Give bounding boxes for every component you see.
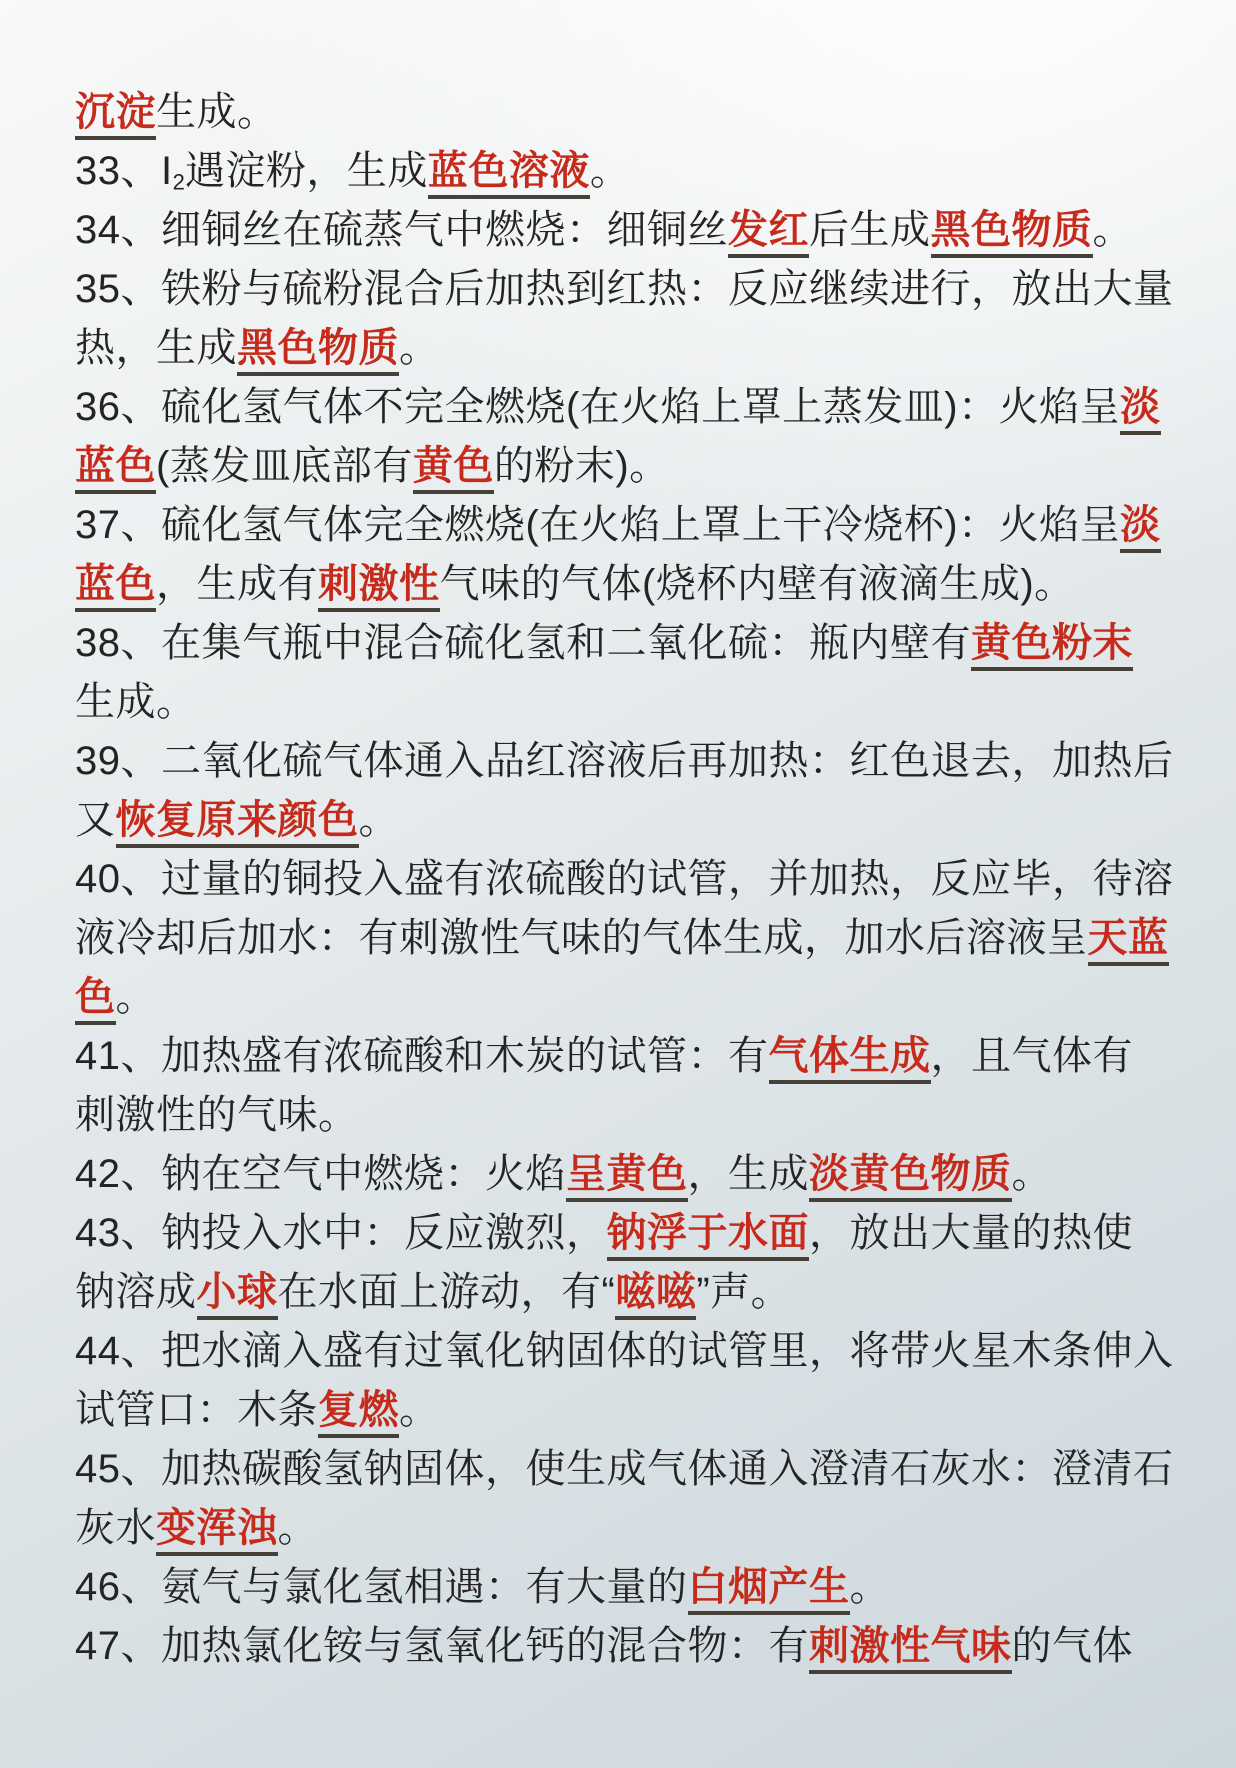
text-segment: 34、细铜丝在硫蒸气中燃烧：细铜丝 xyxy=(75,208,728,252)
text-segment: 后生成 xyxy=(809,208,931,252)
text-segment: 38、在集气瓶中混合硫化氢和二氧化硫：瓶内壁有 xyxy=(75,621,971,665)
highlight-segment: 黑色物质 xyxy=(237,326,399,376)
text-segment: 。 xyxy=(277,1506,318,1550)
text-segment: 气味的气体(烧杯内壁有液滴生成)。 xyxy=(439,562,1075,606)
text-segment: 。 xyxy=(1011,1152,1052,1196)
text-segment: 41、加热盛有浓硫酸和木炭的试管：有 xyxy=(75,1034,769,1078)
text-line xyxy=(75,378,1185,437)
highlight-segment: 钠浮于水面 xyxy=(607,1211,810,1261)
highlight-segment: 小球 xyxy=(197,1270,278,1320)
highlight-segment: 气体生成 xyxy=(769,1034,931,1084)
text-segment: 33、I xyxy=(75,149,173,193)
text-segment: 在水面上游动，有 xyxy=(277,1270,602,1314)
highlight-segment: 色 xyxy=(75,975,116,1025)
text-line xyxy=(75,1027,1185,1086)
highlight-segment: 淡黄色物质 xyxy=(809,1152,1012,1202)
text-line xyxy=(75,850,1185,909)
highlight-segment: 沉淀 xyxy=(75,90,156,140)
highlight-segment: 黑色物质 xyxy=(931,208,1093,258)
highlight-segment: 复燃 xyxy=(318,1388,399,1438)
highlight-segment: 变浑浊 xyxy=(156,1506,278,1556)
text-segment: 46、氨气与氯化氢相遇：有大量的 xyxy=(75,1565,688,1609)
text-segment: 。 xyxy=(399,1388,440,1432)
text-segment: 钠溶成 xyxy=(75,1270,197,1314)
text-line xyxy=(75,1499,1185,1558)
highlight-segment: 蓝色溶液 xyxy=(428,149,590,199)
text-segment: 灰水 xyxy=(75,1506,156,1550)
text-segment: 。 xyxy=(849,1565,890,1609)
highlight-segment: 蓝色 xyxy=(75,444,156,494)
text-line xyxy=(75,555,1185,614)
text-line xyxy=(75,1086,1185,1145)
text-line xyxy=(75,201,1185,260)
text-segment: 39、二氧化硫气体通入品红溶液后再加热：红色退去，加热后 xyxy=(75,739,1174,783)
text-segment: 试管口：木条 xyxy=(75,1388,318,1432)
text-segment: 遇淀粉，生成 xyxy=(184,149,428,193)
text-segment: (蒸发皿底部有 xyxy=(156,444,413,488)
text-segment: 36、硫化氢气体不完全燃烧(在火焰上罩上蒸发皿)：火焰呈 xyxy=(75,385,1121,429)
text-segment: 。 xyxy=(358,798,399,842)
text-segment: 。 xyxy=(1092,208,1133,252)
text-line xyxy=(75,1381,1185,1440)
highlight-segment: 黄色 xyxy=(413,444,494,494)
highlight-segment: 嗞嗞 xyxy=(615,1270,696,1320)
text-line xyxy=(75,437,1185,496)
text-line xyxy=(75,1204,1185,1263)
text-line xyxy=(75,1322,1185,1381)
text-line xyxy=(75,83,1185,142)
text-line xyxy=(75,1145,1185,1204)
text-segment: 35、铁粉与硫粉混合后加热到红热：反应继续进行，放出大量 xyxy=(75,267,1174,311)
text-line xyxy=(75,909,1185,968)
text-line xyxy=(75,1440,1185,1499)
text-line xyxy=(75,496,1185,555)
text-line xyxy=(75,260,1185,319)
text-segment: ，生成 xyxy=(687,1152,809,1196)
text-segment: 47、加热氯化铵与氢氧化钙的混合物：有 xyxy=(75,1624,809,1668)
text-segment: 的气体 xyxy=(1011,1624,1133,1668)
highlight-segment: 白烟产生 xyxy=(688,1565,850,1615)
highlight-segment: 恢复原来颜色 xyxy=(116,798,359,848)
highlight-segment: 刺激性 xyxy=(318,562,440,612)
highlight-segment: 发红 xyxy=(728,208,809,258)
text-line xyxy=(75,142,1185,201)
highlight-segment: 呈黄色 xyxy=(566,1152,688,1202)
highlight-segment: 淡 xyxy=(1120,385,1161,435)
highlight-segment: 天蓝 xyxy=(1088,916,1169,966)
highlight-segment: 淡 xyxy=(1120,503,1161,553)
highlight-segment: 黄色粉末 xyxy=(971,621,1133,671)
text-segment: 42、钠在空气中燃烧：火焰 xyxy=(75,1152,566,1196)
text-segment: 生成。 xyxy=(156,90,278,134)
text-segment: 45、加热碳酸氢钠固体，使生成气体通入澄清石灰水：澄清石 xyxy=(75,1447,1174,1491)
text-line xyxy=(75,319,1185,378)
text-segment: 生成。 xyxy=(75,680,197,724)
text-segment: ，放出大量的热使 xyxy=(809,1211,1133,1255)
text-segment: 热，生成 xyxy=(75,326,237,370)
text-line xyxy=(75,614,1185,673)
text-segment: 。 xyxy=(589,149,631,193)
text-segment: 。 xyxy=(399,326,440,370)
text-segment: 声。 xyxy=(710,1270,792,1314)
notes-text-block xyxy=(75,83,1185,1676)
highlight-segment: 刺激性气味 xyxy=(809,1624,1012,1674)
text-line xyxy=(75,1558,1185,1617)
text-line xyxy=(75,1617,1185,1676)
text-line xyxy=(75,732,1185,791)
text-segment: 刺激性的气味。 xyxy=(75,1093,359,1137)
text-line xyxy=(75,968,1185,1027)
text-segment: 43、钠投入水中：反应激烈， xyxy=(75,1211,607,1255)
text-segment: 40、过量的铜投入盛有浓硫酸的试管，并加热，反应毕，待溶 xyxy=(75,857,1174,901)
text-segment: ，生成有 xyxy=(156,562,318,606)
text-segment: 37、硫化氢气体完全燃烧(在火焰上罩上干冷烧杯)：火焰呈 xyxy=(75,503,1121,547)
highlight-segment: 蓝色 xyxy=(75,562,156,612)
text-line xyxy=(75,1263,1185,1322)
text-segment: 又 xyxy=(75,798,116,842)
text-line xyxy=(75,791,1185,850)
text-segment: 液冷却后加水：有刺激性气味的气体生成，加水后溶液呈 xyxy=(75,916,1088,960)
text-segment: 44、把水滴入盛有过氧化钠固体的试管里，将带火星木条伸入 xyxy=(75,1329,1174,1373)
text-segment: 的粉末)。 xyxy=(493,444,670,488)
text-segment: ，且气体有 xyxy=(930,1034,1133,1078)
text-segment: 2 xyxy=(172,169,185,195)
text-segment: “ xyxy=(601,1270,616,1314)
text-segment: ” xyxy=(696,1270,711,1314)
text-line xyxy=(75,673,1185,732)
text-segment: 。 xyxy=(115,975,156,1019)
